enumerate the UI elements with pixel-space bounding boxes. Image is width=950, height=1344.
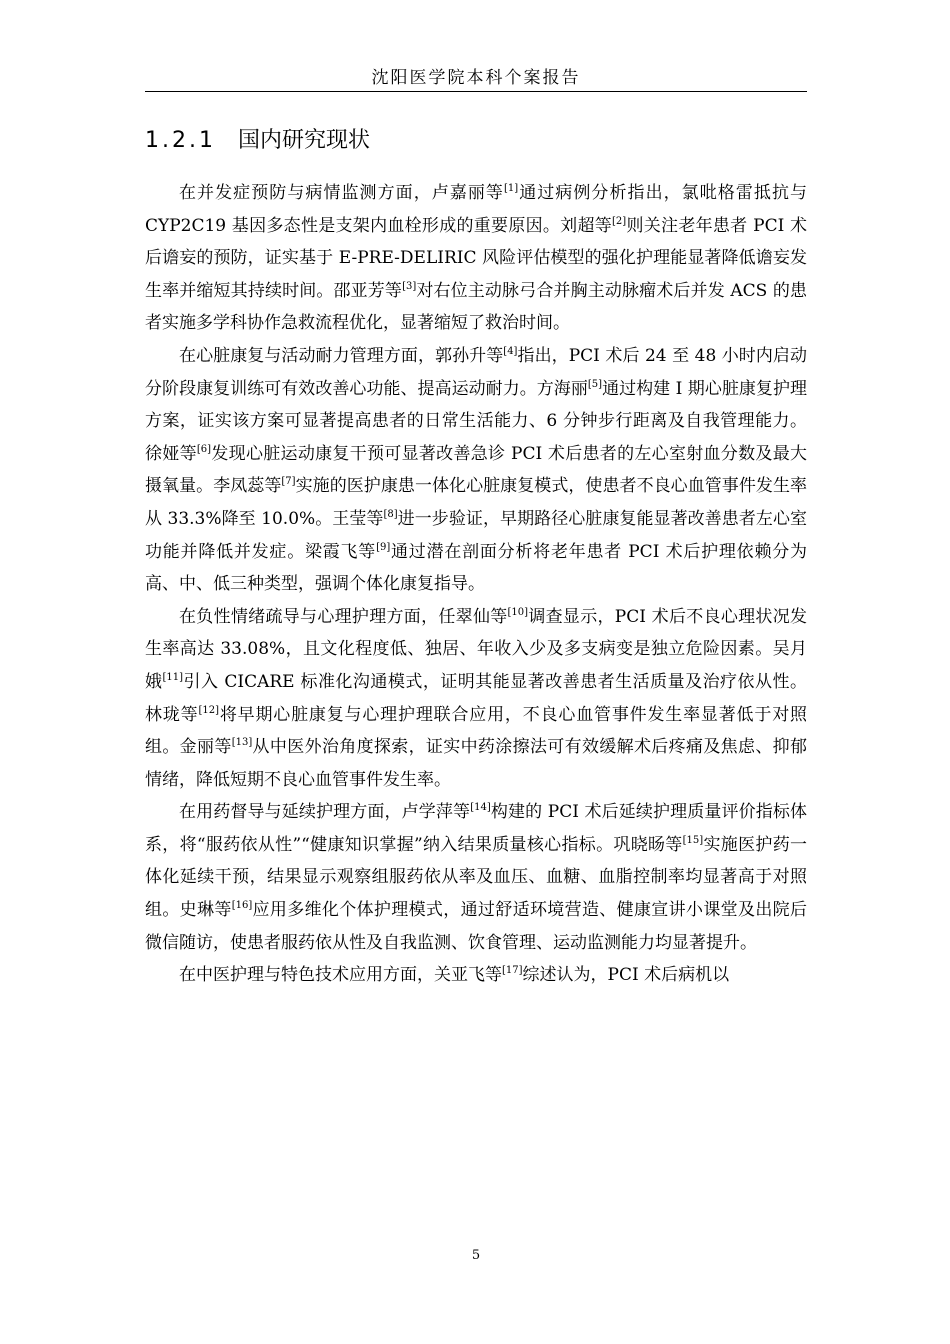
text-run: 实施的医护康患一体化心脏康复模式，使患者不良心血管事件发生率从 33.3%降至 10.0%。王莹等 <box>145 476 808 529</box>
citation-ref: [2] <box>612 215 627 227</box>
body-paragraph <box>145 340 807 601</box>
text-run: 从中医外治角度探索，证实中药涂擦法可有效缓解术后疼痛及焦虑、抑郁情绪，降低短期不良心血管事件发生率。 <box>145 737 808 790</box>
body-paragraph <box>145 959 807 992</box>
text-run: 进一步验证，早期路径心脏康复能显著改善患者左心室功能并降低并发症。梁霞飞等 <box>145 508 807 562</box>
text-run: 在心脏康复与活动耐力管理方面，郭孙升等 <box>179 345 504 366</box>
citation-ref: [7] <box>281 476 296 488</box>
citation-ref: [3] <box>402 280 417 292</box>
section-number: 1.2.1 <box>145 128 216 153</box>
citation-ref: [13] <box>231 737 253 749</box>
header-divider <box>145 91 807 92</box>
citation-ref: [16] <box>231 900 253 912</box>
text-run: 则关注老年患者 PCI 术后谵妄的预防，证实基于 E-PRE-DELIRIC 风险评估模型的强化护理能显著降低谵妄发生率并缩短其持续时间。邵亚芳等 <box>145 215 807 301</box>
citation-ref: [15] <box>682 834 704 846</box>
page-number: 5 <box>471 1248 481 1263</box>
text-run: 构建的 PCI 术后延续护理质量评价指标体系，将“服药依从性”“健康知识掌握”纳入结果质量核心指标。巩晓旸等 <box>145 802 808 855</box>
text-run: 在并发症预防与病情监测方面，卢嘉丽等 <box>179 183 504 203</box>
citation-ref: [10] <box>507 606 529 618</box>
citation-ref: [17] <box>502 965 523 977</box>
text-run: 引入 CICARE 标准化沟通模式，证明其能显著改善患者生活质量及治疗依从性。林珑等 <box>145 671 807 725</box>
text-run: 通过构建 I 期心脏康复护理方案，证实该方案可显著提高患者的日常生活能力、6 分钟步行距离及自我管理能力。徐娅等 <box>145 378 808 464</box>
text-run: 指出，PCI 术后 24 至 48 小时内启动分阶段康复训练可有效改善心功能、提高运动耐力。方海丽 <box>145 345 807 399</box>
body-paragraph <box>145 177 807 340</box>
body-paragraph <box>145 601 807 797</box>
section-heading <box>145 124 807 158</box>
text-run: 在中医护理与特色技术应用方面，关亚飞等 <box>179 965 502 986</box>
text-run: 综述认为，PCI 术后病机以 <box>522 965 730 986</box>
text-run: 在用药督导与延续护理方面，卢学萍等 <box>179 802 471 823</box>
citation-ref: [9] <box>376 541 391 553</box>
citation-ref: [5] <box>587 378 603 390</box>
text-run: 将早期心脏康复与心理护理联合应用，不良心血管事件发生率显著低于对照组。金丽等 <box>145 704 808 758</box>
text-run: 通过病例分析指出，氯吡格雷抵抗与 CYP2C19 基因多态性是支架内血栓形成的重要原因。刘超等 <box>145 183 808 236</box>
text-run: 对右位主动脉弓合并胸主动脉瘤术后并发 ACS 的患者实施多学科协作急救流程优化，显著缩短了救治时间。 <box>145 280 807 334</box>
text-run: 实施医护药一体化延续干预，结果显示观察组服药依从率及血压、血糖、血脂控制率均显著高于对照组。史琳等 <box>145 834 808 921</box>
running-header: 沈阳医学院本科个案报告 <box>371 68 581 88</box>
citation-ref: [11] <box>162 671 184 683</box>
citation-ref: [14] <box>470 802 491 814</box>
citation-ref: [6] <box>196 443 212 455</box>
text-run: 通过潜在剖面分析将老年患者 PCI 术后护理依赖分为高、中、低三种类型，强调个体化康复指导。 <box>145 541 808 595</box>
section-title: 国内研究现状 <box>237 128 370 153</box>
text-run: 发现心脏运动康复干预可显著改善急诊 PCI 术后患者的左心室射血分数及最大摄氧量。李凤蕊等 <box>145 443 808 497</box>
citation-ref: [8] <box>383 508 398 520</box>
citation-ref: [4] <box>503 345 518 357</box>
text-run: 应用多维化个体护理模式，通过舒适环境营造、健康宣讲小课堂及出院后微信随访，使患者服药依从性及自我监测、饮食管理、运动监测能力均显著提升。 <box>145 900 808 953</box>
body-text <box>145 177 807 992</box>
citation-ref: [1] <box>503 183 519 194</box>
text-run: 在负性情绪疏导与心理护理方面，任翠仙等 <box>179 606 508 627</box>
citation-ref: [12] <box>198 704 219 716</box>
text-run: 调查显示，PCI 术后不良心理状况发生率高达 33.08%，且文化程度低、独居、年收入少及多支病变是独立危险因素。吴月娥 <box>145 606 807 692</box>
body-paragraph <box>145 796 807 959</box>
